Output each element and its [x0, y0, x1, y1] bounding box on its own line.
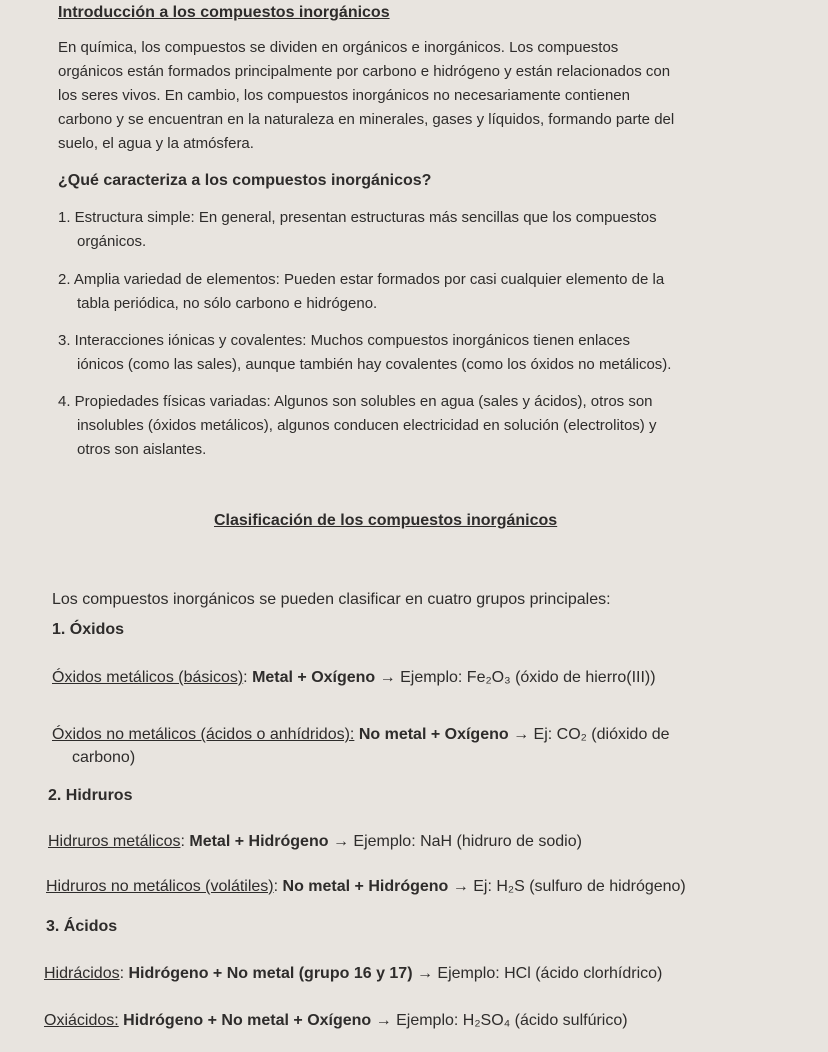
intro-paragraph [58, 36, 674, 156]
example-text: → Ejemplo: H₂SO₄ (ácido sulfúrico) [371, 1012, 628, 1029]
intro-line: En química, los compuestos se dividen en orgánicos e inorgánicos. Los compuestos [58, 39, 619, 56]
formula-text: Metal + Hidrógeno [189, 833, 329, 850]
example-text: → Ejemplo: HCl (ácido clorhídrico) [412, 965, 663, 982]
example-text: → Ej: CO₂ (dióxido de [508, 726, 670, 743]
list-item-line: insolubles (óxidos metálicos), algunos conducen electricidad en solución (electrolitos) y [77, 417, 657, 434]
example-text: → Ejemplo: Fe₂O₃ (óxido de hierro(III)) [375, 669, 656, 686]
formula-text: No metal + Oxígeno [358, 726, 509, 743]
term-label: Óxidos metálicos (básicos) [52, 669, 244, 686]
list-item-line: orgánicos. [77, 233, 147, 250]
list-item-line: iónicos (como las sales), aunque también hay covalentes (como los óxidos no metálicos). [77, 356, 672, 373]
list-item [58, 390, 656, 462]
intro-line: orgánicos están formados principalmente por carbono e hidrógeno y están relacionados con [58, 63, 671, 80]
list-item-line: 1. Estructura simple: En general, presentan estructuras más sencillas que los compuestos [58, 209, 657, 226]
list-item [58, 329, 671, 377]
question-heading: ¿Qué caracteriza a los compuestos inorgánicos? [58, 172, 432, 189]
section-heading-acidos: 3. Ácidos [46, 918, 118, 935]
intro-line: carbono y se encuentran en la naturaleza en minerales, gases y líquidos, formando parte del [58, 111, 675, 128]
definition-line: Hidruros no metálicos (volátiles): No metal + Hidrógeno → Ej: H₂S (sulfuro de hidrógeno) [46, 878, 686, 895]
section-title: Clasificación de los compuestos inorgánicos [214, 512, 558, 529]
term-label: Hidruros metálicos [48, 833, 181, 850]
formula-text: No metal + Hidrógeno [282, 878, 449, 895]
definition-line [52, 726, 670, 744]
example-text: → Ej: H₂S (sulfuro de hidrógeno) [448, 878, 686, 895]
intro-line: los seres vivos. En cambio, los compuestos inorgánicos no necesariamente contienen [58, 87, 630, 104]
definition-line: Hidrácidos: Hidrógeno + No metal (grupo 16 y 17) → Ejemplo: HCl (ácido clorhídrico) [44, 965, 663, 982]
list-item-line: otros son aislantes. [77, 441, 207, 458]
term-label: Óxidos no metálicos (ácidos o anhídridos): [52, 726, 355, 743]
list-item [58, 268, 664, 316]
formula-text: Hidrógeno + No metal (grupo 16 y 17) [128, 965, 413, 982]
list-item-line: 3. Interacciones iónicas y covalentes: Muchos compuestos inorgánicos tienen enlaces [58, 332, 630, 349]
list-item [58, 206, 657, 254]
term-label: Hidrácidos [44, 965, 120, 982]
definition-line [44, 1012, 628, 1030]
term-label: Hidruros no metálicos (volátiles) [46, 878, 274, 895]
definition-continuation: carbono) [72, 749, 136, 766]
section-heading-oxidos: 1. Óxidos [52, 621, 125, 638]
formula-text: Metal + Oxígeno [252, 669, 376, 686]
definition-line: Hidruros metálicos: Metal + Hidrógeno → Ejemplo: NaH (hidruro de sodio) [48, 833, 582, 850]
list-item-line: 2. Amplia variedad de elementos: Pueden estar formados por casi cualquier elemento de la [58, 271, 665, 288]
formula-text: Hidrógeno + No metal + Oxígeno [123, 1012, 372, 1029]
intro-line: suelo, el agua y la atmósfera. [58, 135, 254, 152]
list-item-line: tabla periódica, no sólo carbono e hidrógeno. [77, 295, 378, 312]
definition-line: Óxidos metálicos (básicos): Metal + Oxígeno → Ejemplo: Fe₂O₃ (óxido de hierro(III)) [52, 669, 656, 686]
list-item-line: 4. Propiedades físicas variadas: Algunos son solubles en agua (sales y ácidos), otros son [58, 393, 653, 410]
example-text: → Ejemplo: NaH (hidruro de sodio) [328, 833, 582, 850]
classification-intro: Los compuestos inorgánicos se pueden clasificar en cuatro grupos principales: [52, 591, 611, 608]
term-label: Oxiácidos: [44, 1012, 119, 1029]
section-heading-hidruros: 2. Hidruros [48, 787, 133, 804]
page-title: Introducción a los compuestos inorgánicos [58, 4, 390, 21]
